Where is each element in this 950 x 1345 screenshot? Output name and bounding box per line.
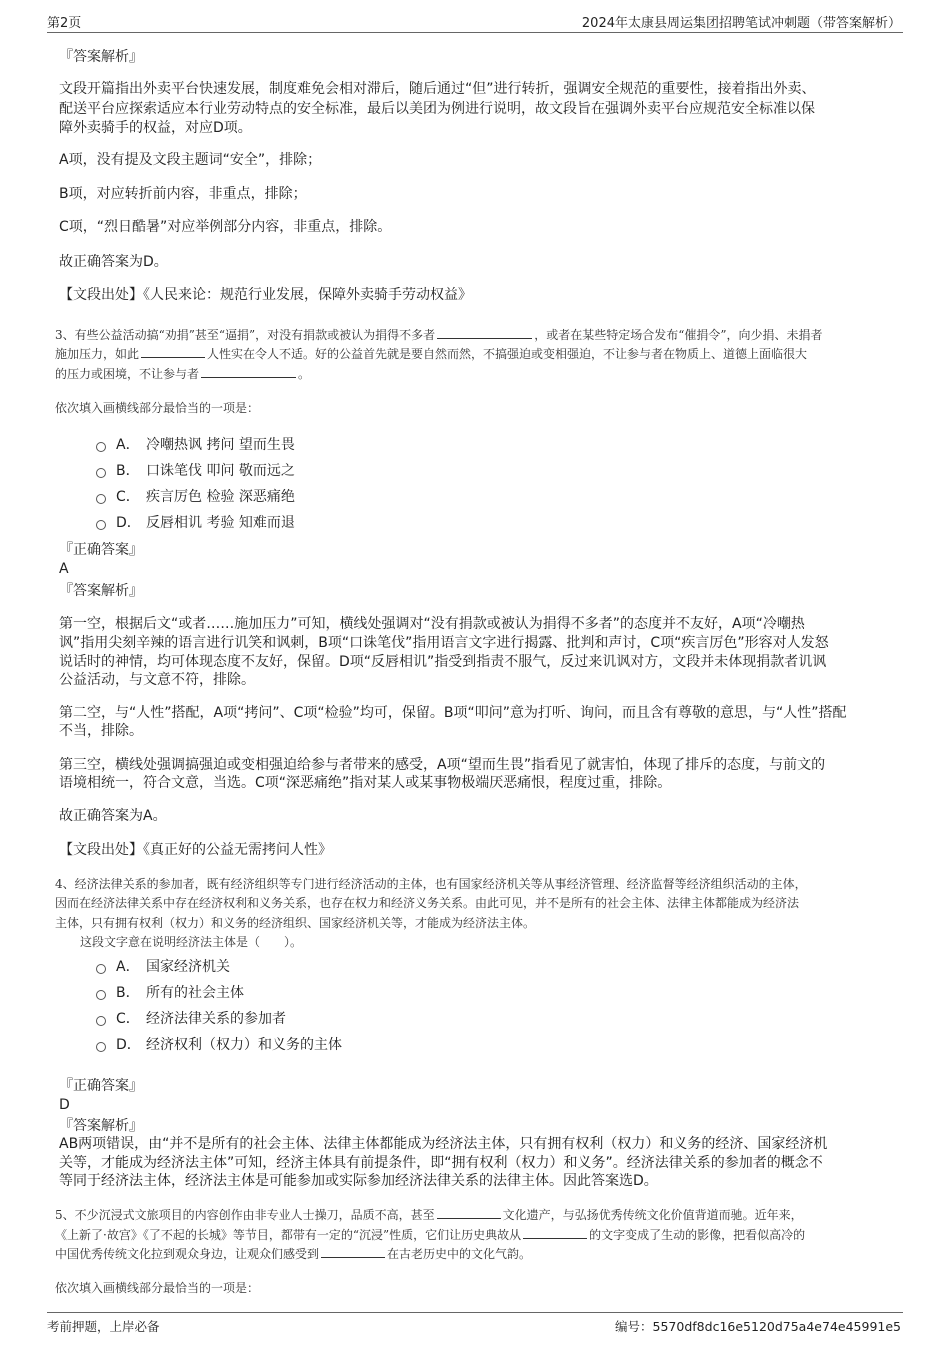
page-header — [47, 12, 903, 33]
q4-analysis-line-1: AB两项错误，由“并不是所有的社会主体、法律主体都能成为经济法主体，只有拥有权利（权力）和义务的经济、国家经济机 — [59, 1136, 828, 1152]
q3-option-c[interactable]: C． 疾言厉色 检验 深恶痛绝 — [96, 487, 295, 507]
blank-2 — [141, 345, 205, 358]
q3-analysis-p1-line-1: 第一空，根据后文“或者……施加压力”可知，横线处强调对“没有捐款或被认为捐得不多者”的态度并不友好，A项“冷嘲热 — [59, 616, 805, 632]
q4-stem-line-2: 因而在经济法律关系中存在经济权利和义务关系，也存在权力和经济义务关系。由此可见，并不是所有的社会主体、法律主体都能成为经济法 — [55, 896, 800, 910]
q4-option-c[interactable]: C． 经济法律关系的参加者 — [96, 1009, 286, 1029]
footer-slogan: 考前押题，上岸必备 — [47, 1319, 160, 1334]
blank-3 — [201, 365, 296, 378]
radio-icon[interactable] — [96, 964, 106, 974]
q2-conclusion: 故正确答案为D。 — [59, 254, 168, 270]
q3-stem-line-2: 施加压力，如此 人性实在令人不适。好的公益首先就是要自然而然，不搞强迫或变相强迫，不让参与者在物质上、道德上面临很大 — [55, 347, 808, 361]
q3-analysis-p1-line-3: 说话时的神情，均可体现态度不友好，保留。D项“反唇相讥”指受到指责不服气，反过来讥讽对方，文段并未体现捐款者讥讽 — [59, 654, 827, 670]
q4-analysis-line-3: 等同于经济法主体，经济法主体是可能参加或实际参加经济法律关系的法律主体。因此答案选D。 — [59, 1173, 658, 1189]
q3-analysis-p2-line-1: 第二空，与“人性”搭配，A项“拷问”、C项“检验”均可，保留。B项“叩问”意为打听、询问，而且含有尊敬的意思，与“人性”搭配 — [59, 705, 847, 721]
q3-analysis-p3-line-2: 语境相统一，符合文意，当选。C项“深恶痛绝”指对某人或某事物极端厌恶痛恨，程度过重，排除。 — [59, 775, 672, 791]
radio-icon[interactable] — [96, 442, 106, 452]
q3-analysis-label: 『答案解析』 — [59, 583, 143, 599]
q3-stem-line-3: 的压力或困境，不让参与者 。 — [55, 367, 311, 381]
q3-analysis-p2-line-2: 不当，排除。 — [59, 723, 143, 739]
q3-analysis-p1-line-4: 公益活动，与文意不符，排除。 — [59, 672, 255, 688]
q5-prompt: 依次填入画横线部分最恰当的一项是： — [55, 1281, 260, 1295]
blank-3 — [321, 1245, 385, 1258]
q5-stem-line-1: 5、不少沉浸式文旅项目的内容创作由非专业人士操刀，品质不高，甚至 文化遗产，与弘扬优秀传统文化价值背道而驰。近年来， — [55, 1208, 803, 1222]
q4-option-d[interactable]: D． 经济权利（权力）和义务的主体 — [96, 1035, 342, 1055]
document-code: 编号：5570df8dc16e5120d75a4e74e45991e5 — [615, 1319, 901, 1334]
blank-1 — [437, 326, 532, 339]
radio-icon[interactable] — [96, 1016, 106, 1026]
radio-icon[interactable] — [96, 468, 106, 478]
radio-icon[interactable] — [96, 494, 106, 504]
q3-correct-label: 『正确答案』 — [59, 542, 143, 558]
q2-analysis-line-3: 障外卖骑手的权益，对应D项。 — [59, 120, 252, 136]
q4-stem-line-3: 主体，只有拥有权利（权力）和义务的经济组织、国家经济机关等，才能成为经济法主体。 — [55, 916, 536, 930]
q4-option-b[interactable]: B． 所有的社会主体 — [96, 983, 244, 1003]
radio-icon[interactable] — [96, 1042, 106, 1052]
q3-stem-line-1: 3、有些公益活动搞“劝捐”甚至“逼捐”，对没有捐款或被认为捐得不多者 ，或者在某些特定场合发布“催捐令”，向少捐、未捐者 — [55, 328, 823, 342]
q2-note-b: B项，对应转折前内容，非重点，排除； — [59, 186, 307, 202]
q4-correct-label: 『正确答案』 — [59, 1078, 143, 1094]
q4-option-a[interactable]: A． 国家经济机关 — [96, 957, 230, 977]
q3-source: 【文段出处】《真正好的公益无需拷问人性》 — [59, 842, 332, 858]
blank-2 — [523, 1226, 587, 1239]
q2-analysis-line-1: 文段开篇指出外卖平台快速发展，制度难免会相对滞后，随后通过“但”进行转折，强调安全规范的重要性，接着指出外卖、 — [59, 81, 816, 97]
q4-analysis-label: 『答案解析』 — [59, 1118, 143, 1134]
q2-note-c: C项，“烈日酷暑”对应举例部分内容，非重点，排除。 — [59, 219, 392, 235]
q2-analysis-line-2: 配送平台应探索适应本行业劳动特点的安全标准，最后以美团为例进行说明，故文段旨在强调外卖平台应规范安全标准以保 — [59, 101, 815, 117]
q2-source: 【文段出处】《人民来论：规范行业发展，保障外卖骑手劳动权益》 — [59, 287, 472, 303]
q4-analysis-line-2: 关等，才能成为经济法主体”可知，经济主体具有前提条件，即“拥有权利（权力）和义务”。经济法律关系的参加者的概念不 — [59, 1155, 823, 1171]
radio-icon[interactable] — [96, 520, 106, 530]
q3-prompt: 依次填入画横线部分最恰当的一项是： — [55, 401, 260, 415]
document-title: 2024年太康县周运集团招聘笔试冲刺题（带答案解析） — [581, 16, 901, 31]
q5-stem-line-2: 《上新了·故宫》《了不起的长城》等节目，都带有一定的“沉浸”性质，它们让历史典故从 的文字变成了生动的影像，把看似高冷的 — [55, 1228, 806, 1242]
q3-option-a[interactable]: A． 冷嘲热讽 拷问 望而生畏 — [96, 435, 295, 455]
q4-prompt: 这段文字意在说明经济法主体是（ ）。 — [80, 935, 303, 949]
q4-correct-answer: D — [59, 1097, 70, 1113]
q3-conclusion: 故正确答案为A。 — [59, 808, 167, 824]
page-number: 第2页 — [47, 16, 82, 31]
radio-icon[interactable] — [96, 990, 106, 1000]
q3-analysis-p1-line-2: 讽”指用尖刻辛辣的语言进行讥笑和讽刺，B项“口诛笔伐”指用语言文字进行揭露、批判和声讨，C项“疾言厉色”形容对人发怒 — [59, 635, 829, 651]
q3-option-b[interactable]: B． 口诛笔伐 叩问 敬而远之 — [96, 461, 295, 481]
q3-correct-answer: A — [59, 561, 69, 577]
q2-analysis-label: 『答案解析』 — [59, 49, 143, 65]
q3-option-d[interactable]: D． 反唇相讥 考验 知难而退 — [96, 513, 295, 533]
q3-analysis-p3-line-1: 第三空，横线处强调搞强迫或变相强迫给参与者带来的感受，A项“望而生畏”指看见了就害怕，体现了排斥的态度，与前文的 — [59, 757, 826, 773]
q2-note-a: A项，没有提及文段主题词“安全”，排除； — [59, 152, 322, 168]
page-footer — [47, 1312, 903, 1338]
blank-1 — [437, 1206, 501, 1219]
q5-stem-line-3: 中国优秀传统文化拉到观众身边，让观众们感受到 在古老历史中的文化气韵。 — [55, 1247, 532, 1261]
q4-stem-line-1: 4、经济法律关系的参加者，既有经济组织等专门进行经济活动的主体，也有国家经济机关等从事经济管理、经济监督等经济组织活动的主体， — [55, 877, 807, 891]
